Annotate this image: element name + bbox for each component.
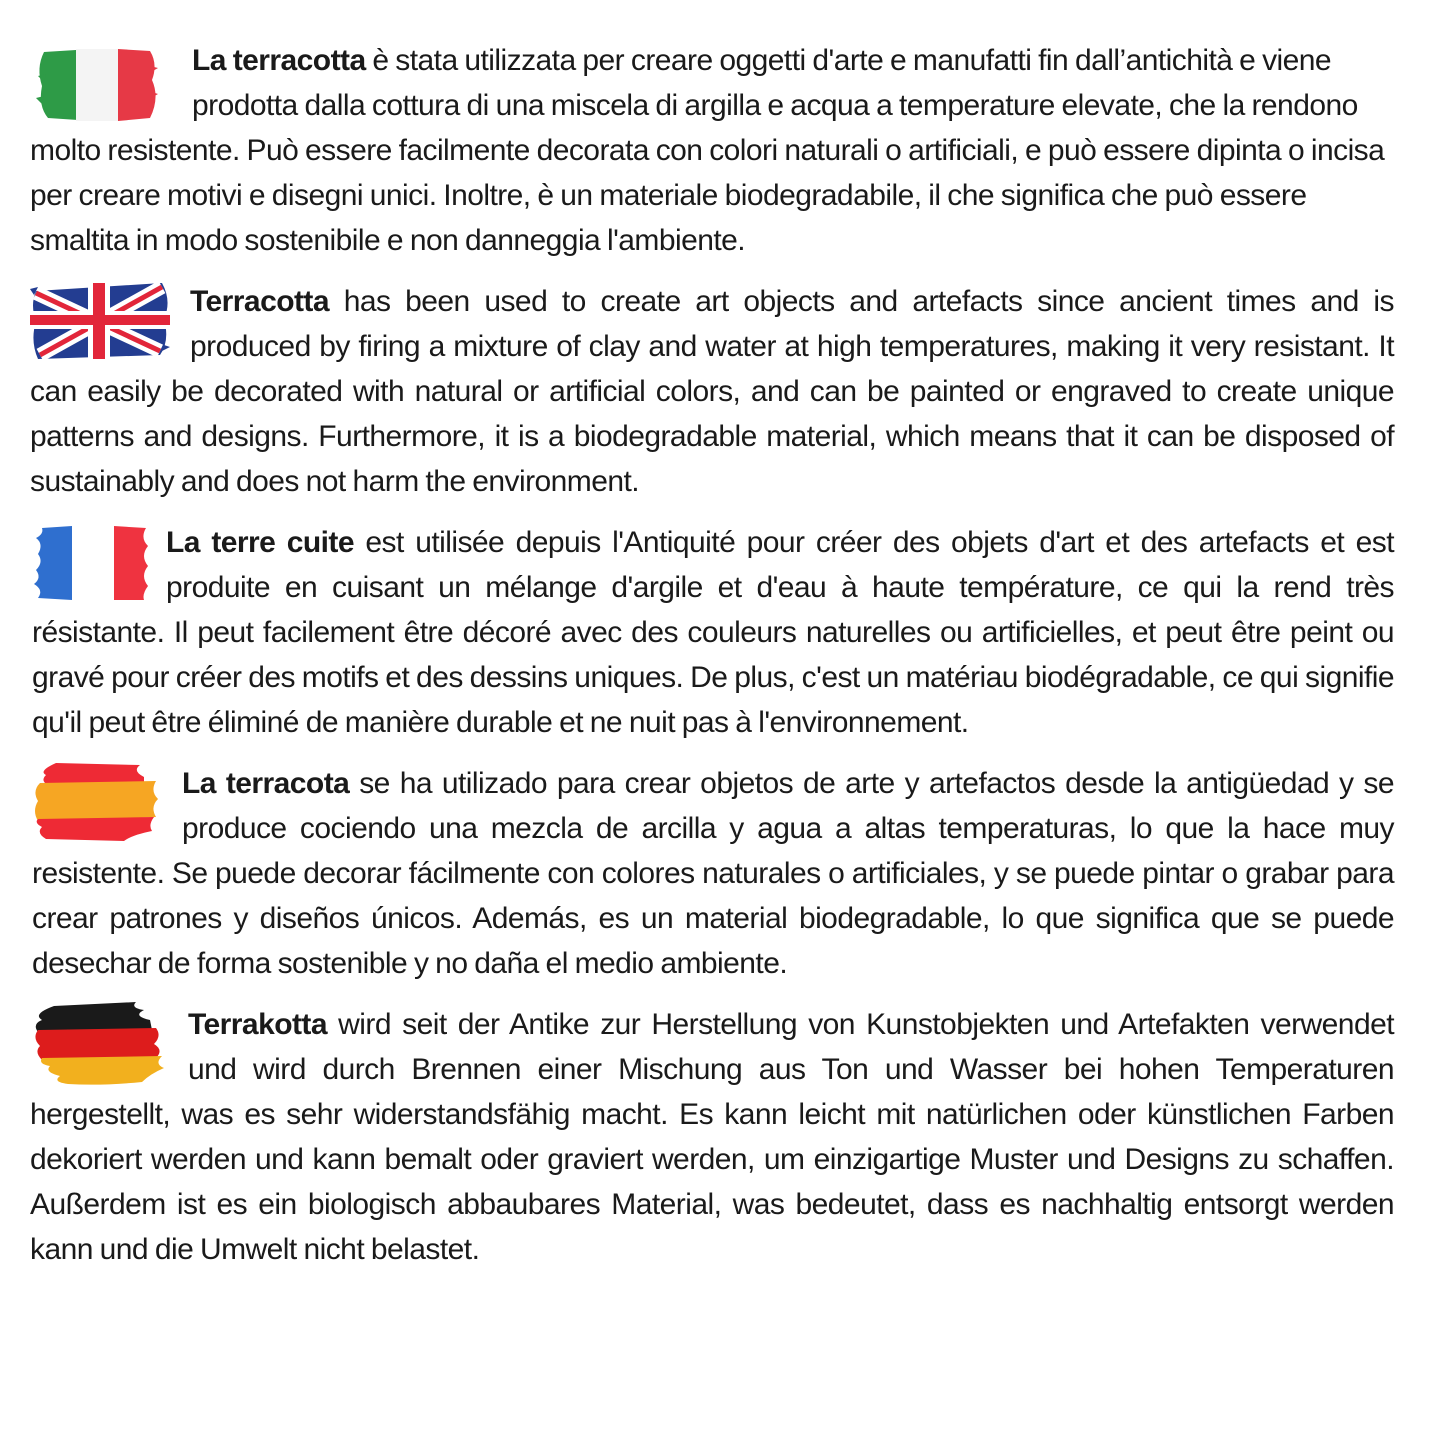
spanish-lead: La terracota <box>182 767 350 800</box>
german-body: wird seit der Antike zur Herstellung von Kunstobjekten und Artefakten verwendet und wird durch Brennen einer Mischung aus Ton und Wasser bei hohen Temperaturen hergestellt, was es sehr widerstandsfähig macht. Es kann leicht mit natürlichen oder künstlichen Farben dekoriert werden und kann bemalt oder graviert werden, um einzigartige Muster und Designs zu schaffen. Außerdem ist es ein biologisch abbaubares Material, was bedeutet, dass es nachhaltig entsorgt werden kann und die Umwelt nicht belastet. <box>30 1008 1394 1266</box>
spain-flag-icon <box>32 761 158 843</box>
english-paragraph <box>30 279 1394 504</box>
italian-lead: La terracotta <box>192 44 366 77</box>
italian-section <box>30 38 1394 263</box>
spanish-body: se ha utilizado para crear objetos de arte y artefactos desde la antigüedad y se produce cociendo una mezcla de arcilla y agua a altas temperaturas, lo que la hace muy resistente. Se puede decorar fácilmente con colores naturales o artificiales, y se puede pintar o grabar para crear patrones y diseños únicos. Además, es un material biodegradable, lo que significa que se puede desechar de forma sostenible y no daña el medio ambiente. <box>32 767 1395 980</box>
english-section <box>30 279 1394 504</box>
german-section <box>30 1002 1394 1272</box>
multilingual-terracotta-page <box>30 38 1394 1288</box>
italian-body: è stata utilizzata per creare oggetti d'arte e manufatti fin dall’antichità e viene prodotta dalla cottura di una miscela di argilla e acqua a temperature elevate, che la rendono molto resistente. Può essere facilmente decorata con colori naturali o artificiali, e può essere dipinta o incisa per creare motivi e disegni unici. Inoltre, è un materiale biodegradabile, il che significa che può essere smaltita in modo sostenibile e non danneggia l'ambiente. <box>30 44 1385 257</box>
french-lead: La terre cuite <box>166 526 354 559</box>
english-body: has been used to create art objects and artefacts since ancient times and is produced by firing a mixture of clay and water at high temperatures, making it very resistant. It can easily be decorated with natural or artificial colors, and can be painted or engraved to create unique patterns and designs. Furthermore, it is a biodegradable material, which means that it can be disposed of sustainably and does not harm the environment. <box>30 285 1394 498</box>
french-section <box>30 520 1394 745</box>
spanish-paragraph <box>30 761 1394 986</box>
french-paragraph <box>30 520 1394 745</box>
germany-flag-icon <box>32 1002 172 1086</box>
union-jack-flag-icon <box>30 281 170 359</box>
french-body: est utilisée depuis l'Antiquité pour créer des objets d'art et des artefacts et est produite en cuisant un mélange d'argile et d'eau à haute température, ce qui la rend très résistante. Il peut facilement être décoré avec des couleurs naturelles ou artificielles, et peut être peint ou gravé pour créer des motifs et des dessins uniques. De plus, c'est un matériau biodégradable, ce qui signifie qu'il peut être éliminé de manière durable et ne nuit pas à l'environnement. <box>32 526 1394 739</box>
german-lead: Terrakotta <box>188 1008 327 1041</box>
italian-paragraph <box>30 38 1394 263</box>
german-paragraph <box>30 1002 1394 1272</box>
italy-flag-icon <box>34 46 158 124</box>
english-lead: Terracotta <box>190 285 329 318</box>
spanish-section <box>30 761 1394 986</box>
france-flag-icon <box>32 526 150 602</box>
